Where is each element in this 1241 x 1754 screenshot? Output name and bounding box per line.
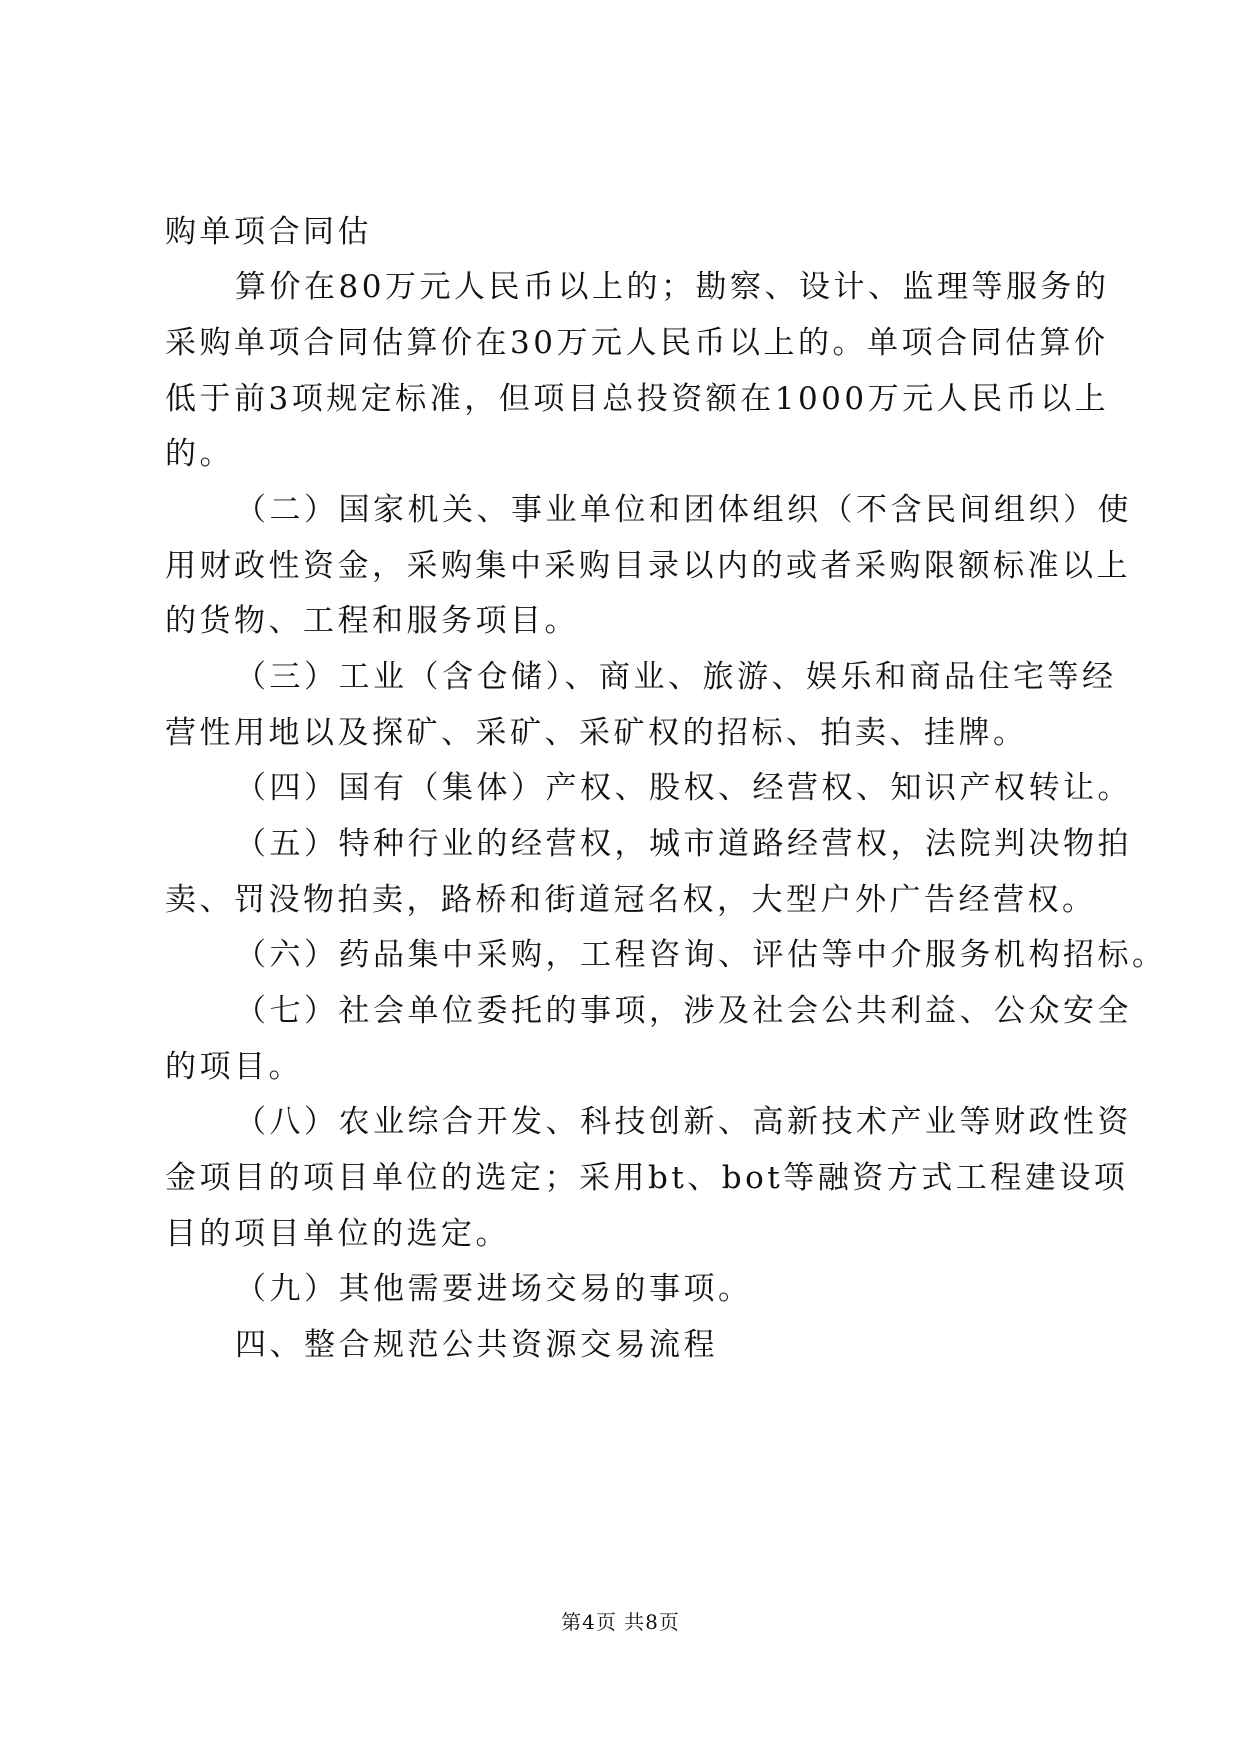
- text-line-19: 目的项目单位的选定。: [165, 1216, 510, 1252]
- section-heading: 四、整合规范公共资源交易流程: [235, 1327, 718, 1363]
- text-line-12: （五）特种行业的经营权，城市道路经营权，法院判决物拍: [235, 826, 1132, 862]
- text-line-9: （三）工业（含仓储）、商业、旅游、娱乐和商品住宅等经: [235, 659, 1117, 695]
- text-line-17: （八）农业综合开发、科技创新、高新技术产业等财政性资: [235, 1104, 1132, 1140]
- text-line-8: 的货物、工程和服务项目。: [165, 603, 579, 639]
- page-number-footer: 第4页 共8页: [561, 1610, 680, 1634]
- text-line-20: （九）其他需要进场交易的事项。: [235, 1271, 753, 1307]
- text-line-7: 用财政性资金，采购集中采购目录以内的或者采购限额标准以上: [165, 548, 1131, 584]
- text-line-16: 的项目。: [165, 1049, 303, 1085]
- text-line-11: （四）国有（集体）产权、股权、经营权、知识产权转让。: [235, 770, 1132, 806]
- text-line-6: （二）国家机关、事业单位和团体组织（不含民间组织）使: [235, 492, 1132, 528]
- text-line-4: 低于前3项规定标准，但项目总投资额在1000万元人民币以上: [165, 381, 1110, 417]
- text-line-3: 采购单项合同估算价在30万元人民币以上的。单项合同估算价: [165, 325, 1109, 361]
- text-line-2: 算价在80万元人民币以上的；勘察、设计、监理等服务的: [235, 269, 1110, 305]
- text-line-15: （七）社会单位委托的事项，涉及社会公共利益、公众安全: [235, 993, 1132, 1029]
- text-line-14: （六）药品集中采购，工程咨询、评估等中介服务机构招标。: [235, 937, 1167, 973]
- text-line-10: 营性用地以及探矿、采矿、采矿权的招标、拍卖、挂牌。: [165, 715, 1028, 751]
- text-line-13: 卖、罚没物拍卖，路桥和街道冠名权，大型户外广告经营权。: [165, 882, 1097, 918]
- text-line-1: 购单项合同估: [165, 214, 372, 250]
- text-line-18: 金项目的项目单位的选定；采用bt、bot等融资方式工程建设项: [165, 1160, 1129, 1196]
- text-line-5: 的。: [165, 436, 234, 472]
